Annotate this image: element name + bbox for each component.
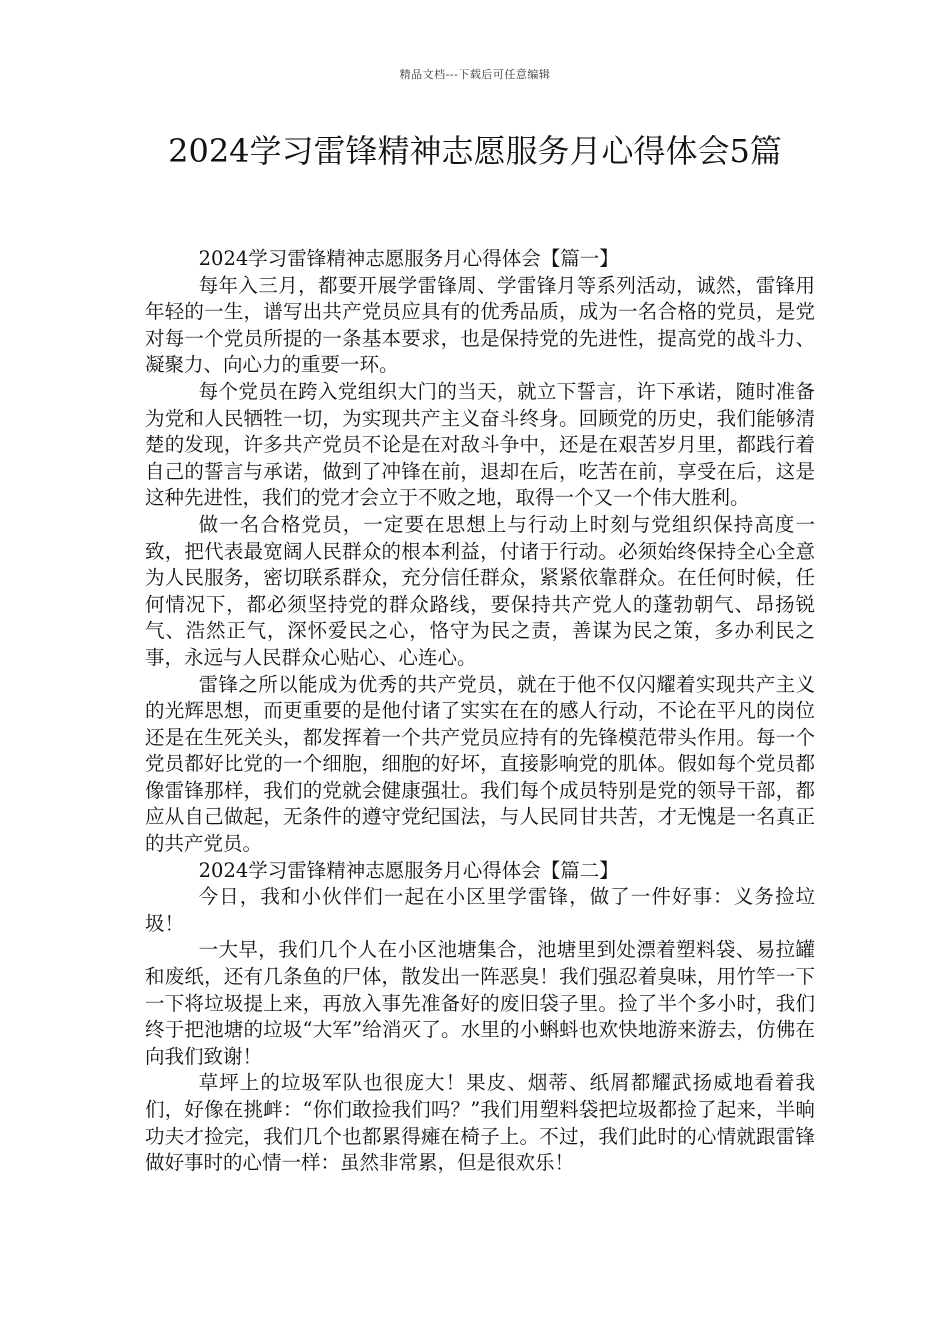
document-title: 2024学习雷锋精神志愿服务月心得体会5篇 — [168, 132, 782, 170]
section-heading-1: 2024学习雷锋精神志愿服务月心得体会【篇一】 — [198, 247, 619, 270]
paragraph: 今日，我和小伙伴们一起在小区里学雷锋，做了一件好事：义务捡垃圾！ — [145, 885, 815, 935]
header-note: 精品文档---下载后可任意编辑 — [399, 68, 551, 81]
paragraph: 草坪上的垃圾军队也很庞大！果皮、烟蒂、纸屑都耀武扬威地看着我们，好像在挑衅：“你们敢捡我们吗？”我们用塑料袋把垃圾都捡了起来，半晌功夫才捡完，我们几个也都累得瘫在椅子上。不过，我们此时的心情就跟雷锋做好事时的心情一样：虽然非常累，但是很欢乐！ — [145, 1071, 815, 1175]
paragraph: 每个党员在跨入党组织大门的当天，就立下誓言，许下承诺，随时准备为党和人民牺牲一切，为实现共产主义奋斗终身。回顾党的历史，我们能够清楚的发现，许多共产党员不论是在对敌斗争中，还是在艰苦岁月里，都践行着自己的誓言与承诺，做到了冲锋在前，退却在后，吃苦在前，享受在后，这是这种先进性，我们的党才会立于不败之地，取得一个又一个伟大胜利。 — [145, 379, 815, 510]
document-body — [145, 246, 815, 1177]
section-heading-2: 2024学习雷锋精神志愿服务月心得体会【篇二】 — [198, 858, 619, 882]
paragraph: 做一名合格党员，一定要在思想上与行动上时刻与党组织保持高度一致，把代表最宽阔人民群众的根本利益，付诸于行动。必须始终保持全心全意为人民服务，密切联系群众，充分信任群众，紧紧依靠群众。在任何时候，任何情况下，都必须坚持党的群众路线，要保持共产党人的蓬勃朝气、昂扬锐气、浩然正气，深怀爱民之心，恪守为民之责，善谋为民之策，多办利民之事，永远与人民群众心贴心、心连心。 — [145, 512, 815, 669]
paragraph: 雷锋之所以能成为优秀的共产党员，就在于他不仅闪耀着实现共产主义的光辉思想，而更重要的是他付诸了实实在在的感人行动，不论在平凡的岗位还是在生死关头，都发挥着一个共产党员应持有的先锋模范带头作用。每一个党员都好比党的一个细胞，细胞的好坏，直接影响党的肌体。假如每个党员都像雷锋那样，我们的党就会健康强壮。我们每个成员特别是党的领导干部，都应从自己做起，无条件的遵守党纪国法，与人民同甘共苦，才无愧是一名真正的共产党员。 — [145, 672, 815, 856]
paragraph: 一大早，我们几个人在小区池塘集合，池塘里到处漂着塑料袋、易拉罐和废纸，还有几条鱼的尸体，散发出一阵恶臭！我们强忍着臭味，用竹竿一下一下将垃圾提上来，再放入事先准备好的废旧袋子里。捡了半个多小时，我们终于把池塘的垃圾“大军”给消灭了。水里的小蝌蚪也欢快地游来游去，仿佛在向我们致谢！ — [145, 938, 815, 1068]
paragraph: 每年入三月，都要开展学雷锋周、学雷锋月等系列活动，诚然，雷锋用年轻的一生，谱写出共产党员应具有的优秀品质，成为一名合格的党员，是党对每一个党员所提的一条基本要求，也是保持党的先进性，提高党的战斗力、凝聚力、向心力的重要一环。 — [145, 273, 815, 377]
